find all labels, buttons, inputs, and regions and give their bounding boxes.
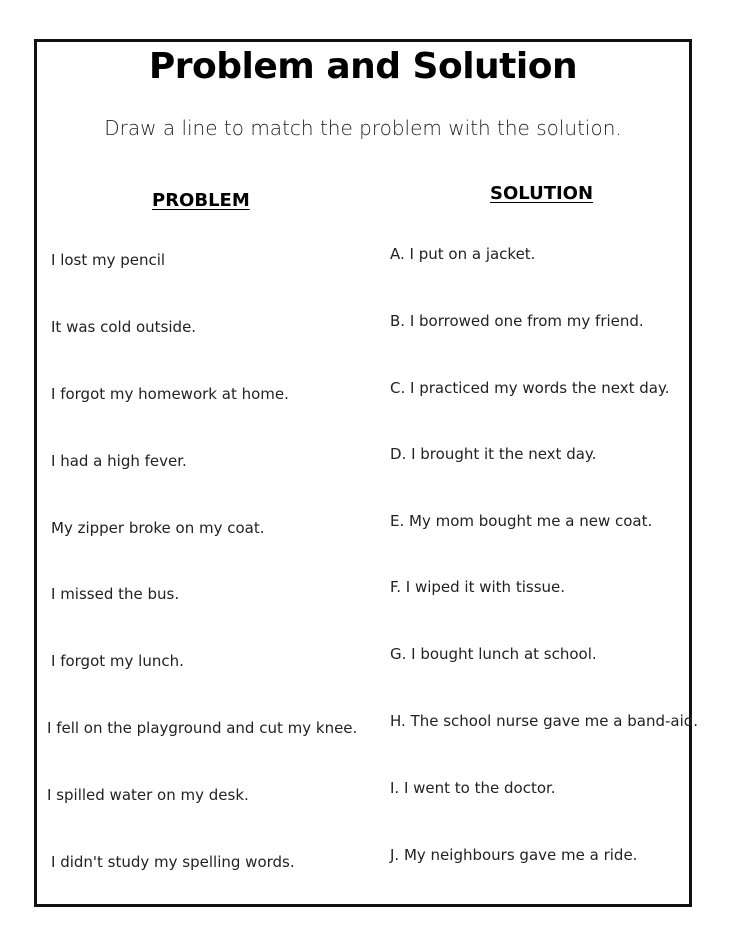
problem-item: My zipper broke on my coat. (51, 519, 265, 537)
problem-item: I forgot my lunch. (51, 652, 184, 670)
problem-column-header: PROBLEM (152, 190, 250, 211)
problem-item: I fell on the playground and cut my knee. (47, 719, 358, 737)
solution-item: A. I put on a jacket. (390, 245, 536, 263)
problem-item: It was cold outside. (51, 318, 197, 336)
solution-item: F. I wiped it with tissue. (390, 578, 566, 596)
problem-item: I forgot my homework at home. (51, 385, 289, 403)
worksheet (34, 39, 699, 907)
problem-item: I missed the bus. (51, 585, 180, 603)
problem-item: I had a high fever. (51, 452, 187, 470)
solution-item: I. I went to the doctor. (390, 779, 556, 797)
solution-item: E. My mom bought me a new coat. (390, 512, 653, 530)
page-title: Problem and Solution (148, 46, 578, 87)
problem-item: I didn't study my spelling words. (51, 853, 295, 871)
problem-item: I spilled water on my desk. (47, 786, 249, 804)
solution-item: B. I borrowed one from my friend. (390, 312, 644, 330)
problem-item: I lost my pencil (51, 251, 166, 269)
solution-item: C. I practiced my words the next day. (390, 379, 670, 397)
solution-item: H. The school nurse gave me a band-aid. (390, 712, 699, 730)
solution-item: D. I brought it the next day. (390, 445, 597, 463)
solution-column-header: SOLUTION (490, 183, 594, 204)
instructions: Draw a line to match the problem with the solution. (104, 116, 622, 140)
solution-item: J. My neighbours gave me a ride. (390, 846, 638, 864)
solution-item: G. I bought lunch at school. (390, 645, 597, 663)
